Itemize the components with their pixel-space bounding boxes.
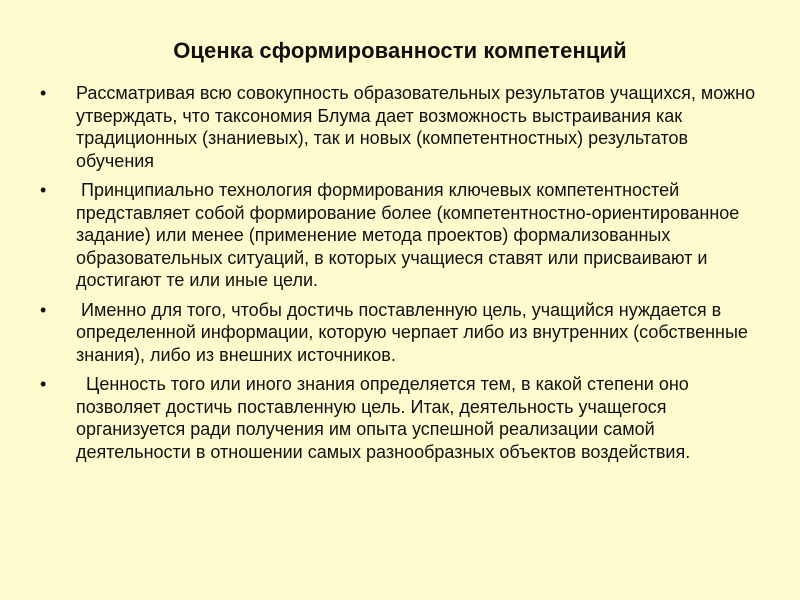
bullet-item <box>36 373 756 463</box>
bullet-item <box>36 179 756 292</box>
slide-title: Оценка сформированности компетенций <box>173 38 627 63</box>
bullet-list <box>36 82 764 463</box>
bullet-item <box>36 299 756 367</box>
bullet-text: Рассматривая всю совокупность образовательных результатов учащихся, можно утверждать, что таксономия Блума дает возможность выстраивания как традиционных (знаниевых), так и новых (компетентностных) результатов обучения <box>76 83 761 171</box>
bullet-item <box>36 82 761 172</box>
bullet-marker: • <box>40 374 47 394</box>
bullet-text: Именно для того, чтобы достичь поставленную цель, учащийся нуждается в определенной информации, которую черпает либо из внутренних (собственные знания), либо из внешних источников. <box>76 299 753 365</box>
bullet-text: Ценность того или иного знания определяется тем, в какой степени оно позволяет достичь поставленную цель. Итак, деятельность учащегося организуется ради получения им опыта успешной реализации самой деятельности в отношении самых разнообразных объектов воздействия. <box>76 374 694 462</box>
bullet-marker: • <box>40 299 47 320</box>
bullet-text: Принципиально технология формирования ключевых компетентностей представляет собой формирование более (компетентностно-ориентированное задание) или менее (применение метода проектов) формализованных образовательных ситуаций, в которых учащиеся ставят или присваивают и достигают те или иные цели. <box>76 180 745 290</box>
bullet-marker: • <box>40 83 47 103</box>
bullet-marker: • <box>40 180 47 200</box>
